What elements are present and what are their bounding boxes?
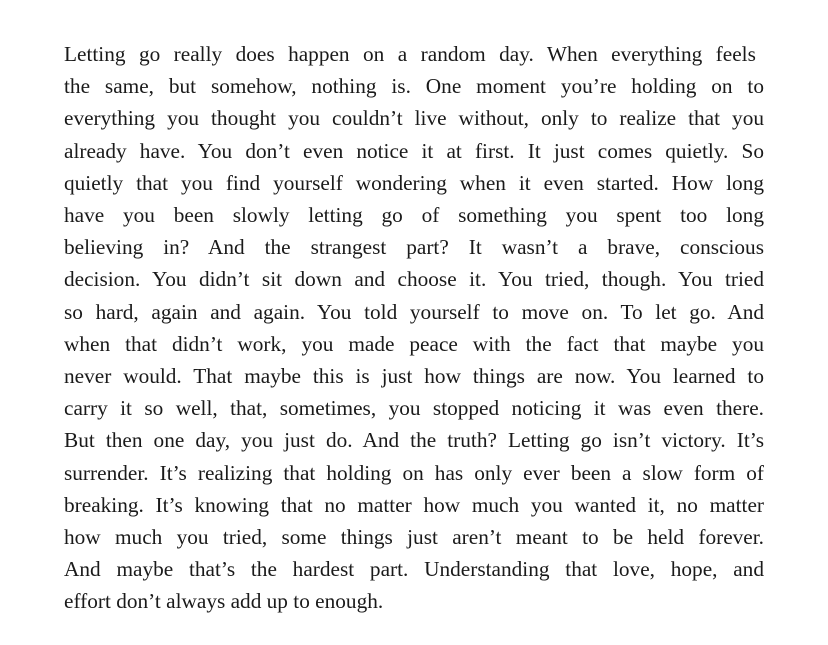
paragraph-line-11: never would. That maybe this is just how things are now. You learned to [64,364,764,389]
paragraph-line-3: everything you thought you couldn’t live without, only to realize that you [64,106,764,131]
paragraph-line-5: quietly that you find yourself wondering when it even started. How long [64,170,764,195]
body-paragraph [64,38,764,618]
paragraph-line-4: already have. You don’t even notice it at first. It just comes quietly. So [64,138,764,163]
paragraph-line-6: have you been slowly letting go of something you spent too long [64,203,764,228]
paragraph-line-17: And maybe that’s the hardest part. Understanding that love, hope, and [64,557,764,582]
paragraph-line-16: how much you tried, some things just aren’t meant to be held forever. [64,525,764,550]
paragraph-line-13: But then one day, you just do. And the truth? Letting go isn’t victory. It’s [64,428,764,453]
paragraph-line-12: carry it so well, that, sometimes, you stopped noticing it was even there. [64,396,764,421]
paragraph-line-9: so hard, again and again. You told yourself to move on. To let go. And [64,299,764,324]
paragraph-line-15: breaking. It’s knowing that no matter how much you wanted it, no matter [64,492,764,517]
paragraph-line-2: the same, but somehow, nothing is. One moment you’re holding on to [64,74,764,99]
paragraph-line-14: surrender. It’s realizing that holding on has only ever been a slow form of [64,460,764,485]
paragraph-line-7: believing in? And the strangest part? It wasn’t a brave, conscious [64,235,764,260]
paragraph-line-10: when that didn’t work, you made peace with the fact that maybe you [64,331,764,356]
paragraph-line-18: effort don’t always add up to enough. [64,589,384,614]
paragraph-line-1: Letting go really does happen on a random day. When everything feels [64,42,756,66]
paragraph-line-8: decision. You didn’t sit down and choose it. You tried, though. You tried [64,267,764,292]
